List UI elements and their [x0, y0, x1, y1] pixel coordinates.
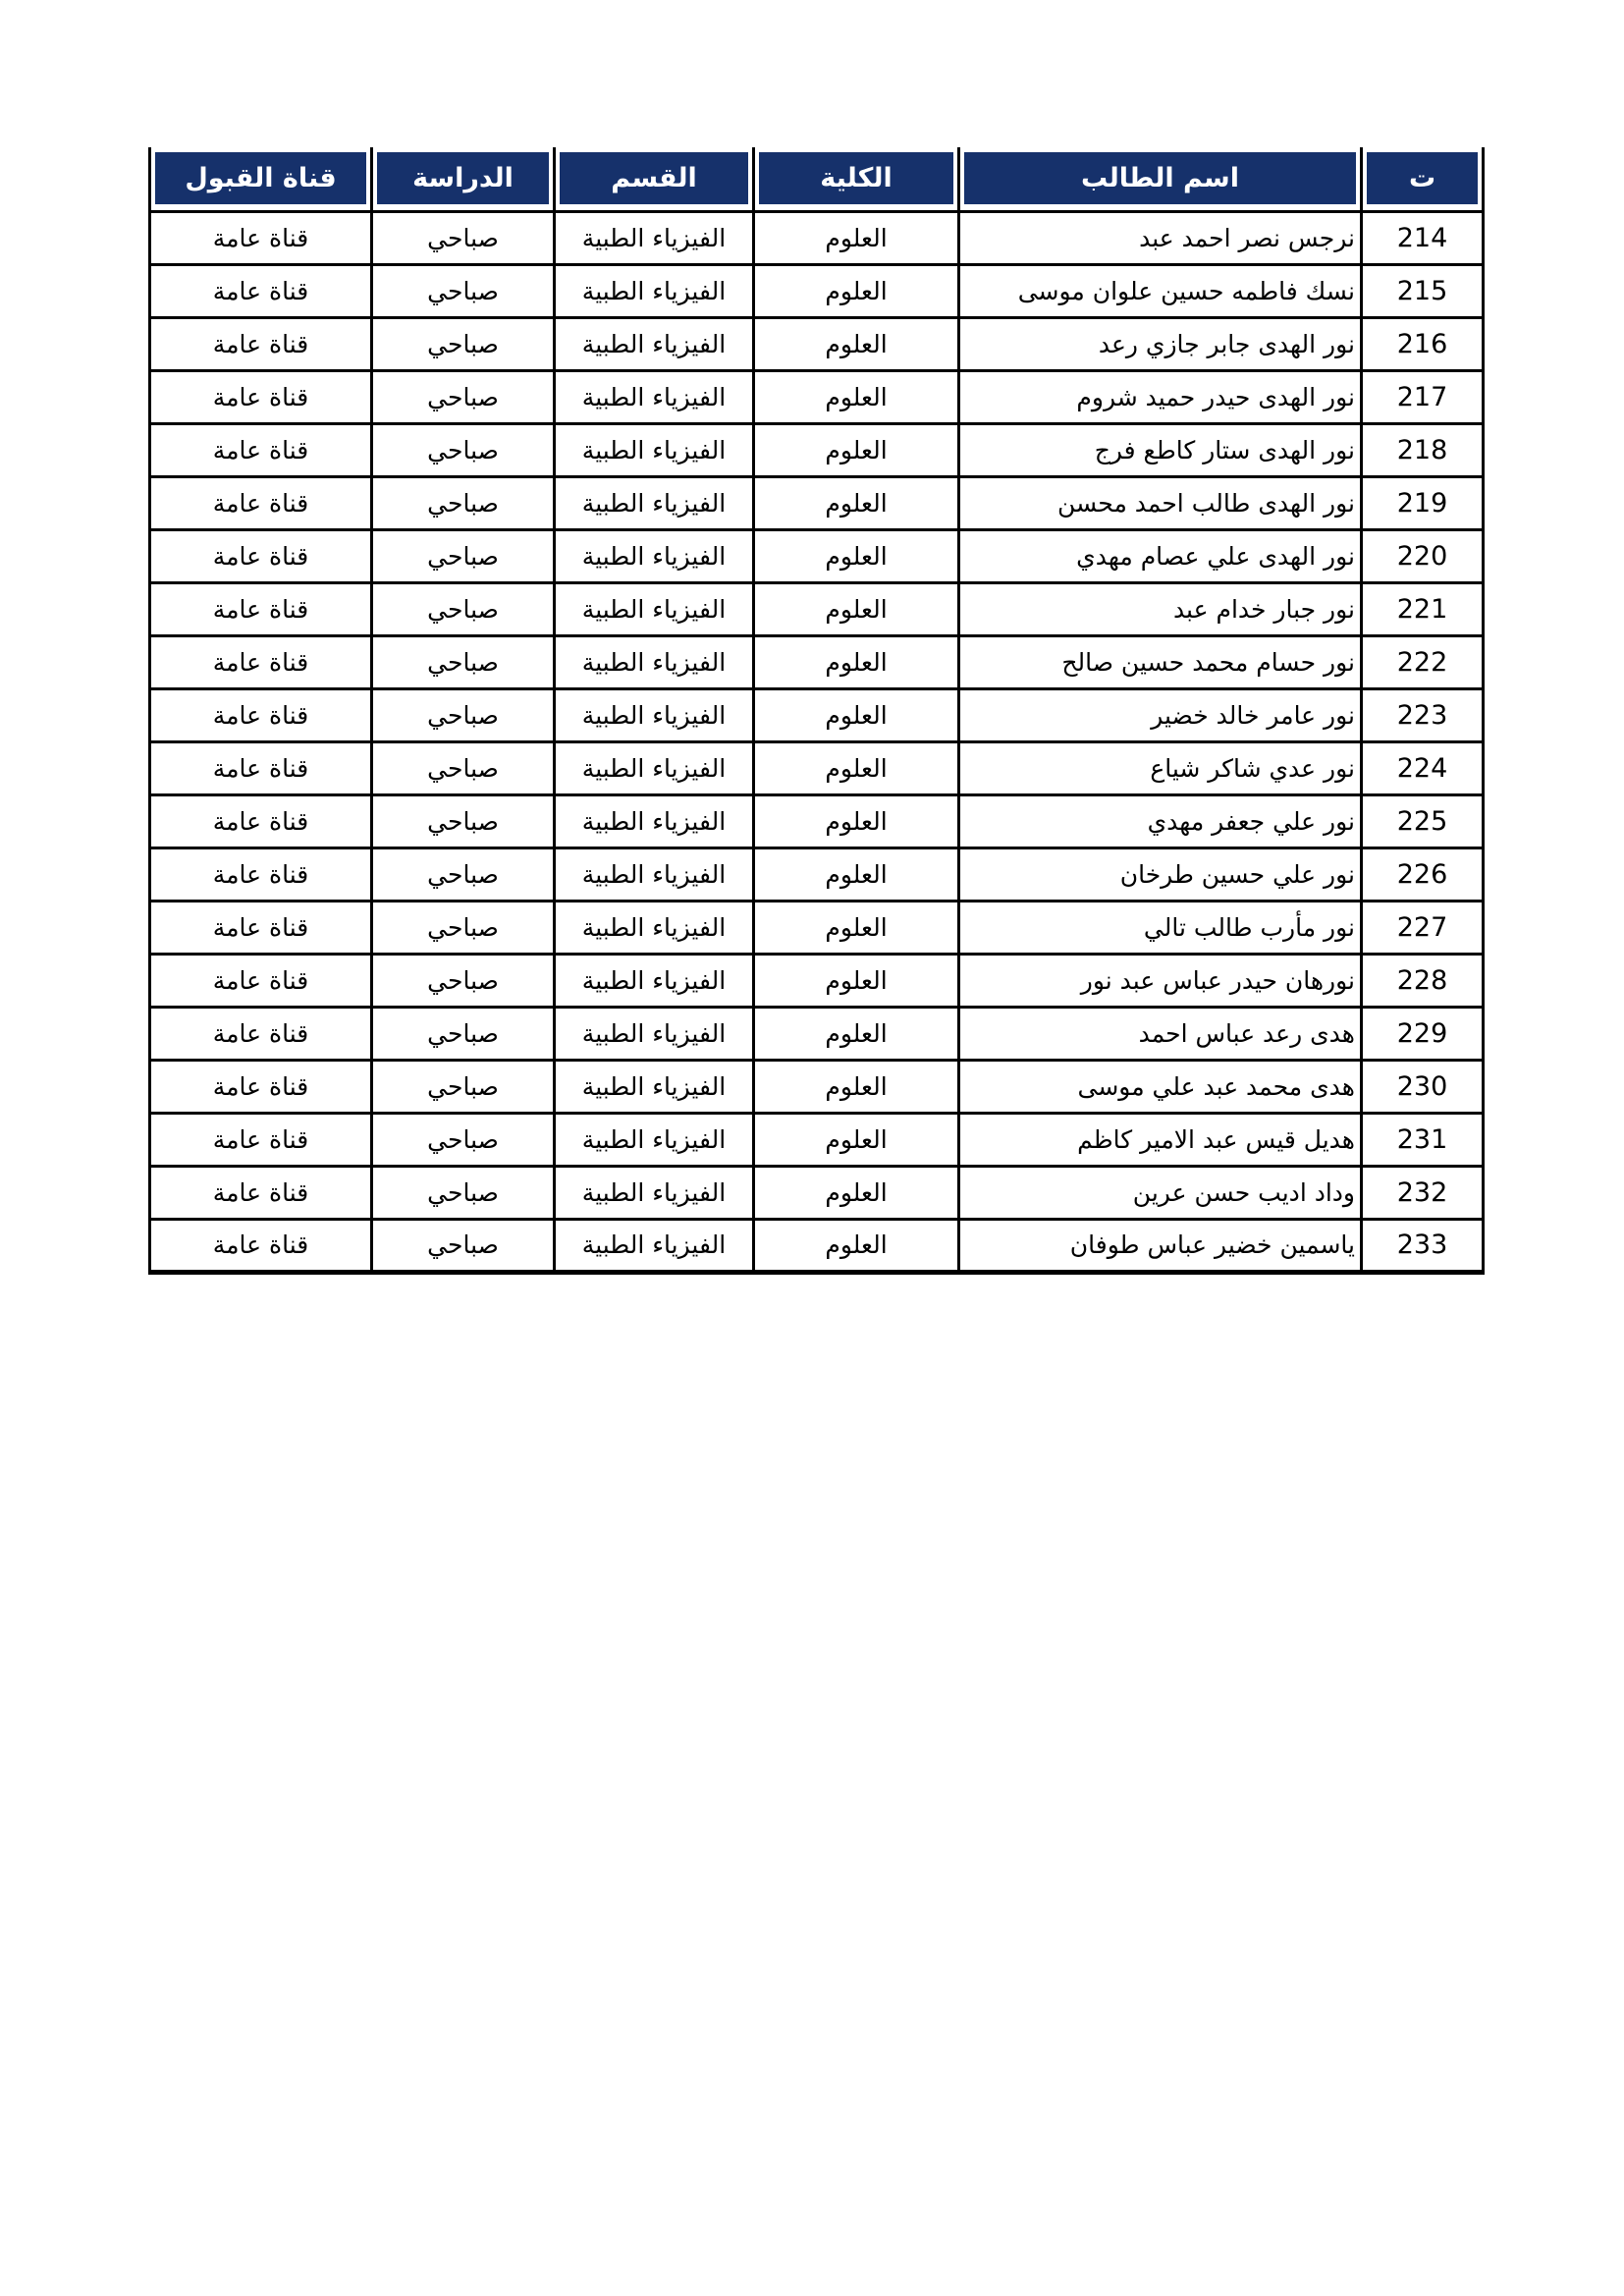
student-name-cell: نورهان حيدر عباس عبد نور	[959, 954, 1362, 1007]
students-table	[148, 147, 1485, 1275]
study-type-cell: صباحي	[372, 741, 555, 794]
admission-channel-cell: قناة عامة	[150, 741, 372, 794]
college-cell: العلوم	[754, 688, 959, 741]
college-cell: العلوم	[754, 529, 959, 582]
student-name-cell: نور جبار خدام عبد	[959, 582, 1362, 635]
table-row	[150, 901, 1484, 954]
college-cell: العلوم	[754, 741, 959, 794]
department-cell: الفيزياء الطبية	[555, 688, 754, 741]
row-number-cell: 225	[1362, 794, 1484, 847]
study-type-cell: صباحي	[372, 529, 555, 582]
admission-channel-cell: قناة عامة	[150, 1219, 372, 1272]
student-name-cell: نسك فاطمه حسين علوان موسى	[959, 264, 1362, 317]
column-header-number	[1362, 147, 1484, 211]
college-cell: العلوم	[754, 211, 959, 264]
student-name-cell: هديل قيس عبد الامير كاظم	[959, 1113, 1362, 1166]
table-row	[150, 317, 1484, 370]
student-name-cell: هدى محمد عبد علي موسى	[959, 1060, 1362, 1113]
row-number-cell: 224	[1362, 741, 1484, 794]
admission-channel-cell: قناة عامة	[150, 317, 372, 370]
table-row	[150, 1113, 1484, 1166]
column-header-college-label: الكلية	[759, 152, 953, 204]
department-cell: الفيزياء الطبية	[555, 1166, 754, 1219]
college-cell: العلوم	[754, 582, 959, 635]
study-type-cell: صباحي	[372, 1166, 555, 1219]
study-type-cell: صباحي	[372, 1007, 555, 1060]
column-header-number-label: ت	[1367, 152, 1478, 204]
department-cell: الفيزياء الطبية	[555, 635, 754, 688]
department-cell: الفيزياء الطبية	[555, 476, 754, 529]
table-row	[150, 264, 1484, 317]
student-name-cell: نور الهدى طالب احمد محسن	[959, 476, 1362, 529]
table-row	[150, 476, 1484, 529]
row-number-cell: 230	[1362, 1060, 1484, 1113]
college-cell: العلوم	[754, 317, 959, 370]
table-row	[150, 582, 1484, 635]
admission-channel-cell: قناة عامة	[150, 1007, 372, 1060]
column-header-admission-channel	[150, 147, 372, 211]
college-cell: العلوم	[754, 847, 959, 901]
table-row	[150, 635, 1484, 688]
department-cell: الفيزياء الطبية	[555, 741, 754, 794]
column-header-study-label: الدراسة	[377, 152, 549, 204]
study-type-cell: صباحي	[372, 370, 555, 423]
row-number-cell: 216	[1362, 317, 1484, 370]
column-header-department	[555, 147, 754, 211]
department-cell: الفيزياء الطبية	[555, 264, 754, 317]
student-name-cell: هدى رعد عباس احمد	[959, 1007, 1362, 1060]
college-cell: العلوم	[754, 1166, 959, 1219]
student-name-cell: نرجس نصر احمد عبد	[959, 211, 1362, 264]
department-cell: الفيزياء الطبية	[555, 794, 754, 847]
college-cell: العلوم	[754, 1113, 959, 1166]
department-cell: الفيزياء الطبية	[555, 317, 754, 370]
admission-channel-cell: قناة عامة	[150, 847, 372, 901]
admission-channel-cell: قناة عامة	[150, 529, 372, 582]
row-number-cell: 222	[1362, 635, 1484, 688]
table-header-row	[150, 147, 1484, 211]
table-row	[150, 370, 1484, 423]
department-cell: الفيزياء الطبية	[555, 847, 754, 901]
row-number-cell: 215	[1362, 264, 1484, 317]
row-number-cell: 214	[1362, 211, 1484, 264]
row-number-cell: 226	[1362, 847, 1484, 901]
college-cell: العلوم	[754, 1219, 959, 1272]
row-number-cell: 232	[1362, 1166, 1484, 1219]
row-number-cell: 217	[1362, 370, 1484, 423]
table-body	[150, 211, 1484, 1272]
row-number-cell: 219	[1362, 476, 1484, 529]
study-type-cell: صباحي	[372, 847, 555, 901]
student-name-cell: نور حسام محمد حسين صالح	[959, 635, 1362, 688]
study-type-cell: صباحي	[372, 211, 555, 264]
study-type-cell: صباحي	[372, 317, 555, 370]
department-cell: الفيزياء الطبية	[555, 1113, 754, 1166]
department-cell: الفيزياء الطبية	[555, 1007, 754, 1060]
study-type-cell: صباحي	[372, 954, 555, 1007]
row-number-cell: 223	[1362, 688, 1484, 741]
student-name-cell: نور الهدى ستار كاطع فرج	[959, 423, 1362, 476]
admission-channel-cell: قناة عامة	[150, 954, 372, 1007]
admission-channel-cell: قناة عامة	[150, 211, 372, 264]
student-name-cell: نور مأرب طالب تالي	[959, 901, 1362, 954]
study-type-cell: صباحي	[372, 1060, 555, 1113]
student-name-cell: نور الهدى حيدر حميد شروم	[959, 370, 1362, 423]
study-type-cell: صباحي	[372, 476, 555, 529]
college-cell: العلوم	[754, 635, 959, 688]
department-cell: الفيزياء الطبية	[555, 529, 754, 582]
student-name-cell: ياسمين خضير عباس طوفان	[959, 1219, 1362, 1272]
department-cell: الفيزياء الطبية	[555, 1060, 754, 1113]
department-cell: الفيزياء الطبية	[555, 1219, 754, 1272]
student-name-cell: نور الهدى جابر جازي رعد	[959, 317, 1362, 370]
study-type-cell: صباحي	[372, 901, 555, 954]
study-type-cell: صباحي	[372, 582, 555, 635]
table-row	[150, 794, 1484, 847]
study-type-cell: صباحي	[372, 264, 555, 317]
table-row	[150, 1166, 1484, 1219]
students-table-container	[148, 147, 1485, 1275]
student-name-cell: نور عدي شاكر شياع	[959, 741, 1362, 794]
admission-channel-cell: قناة عامة	[150, 635, 372, 688]
admission-channel-cell: قناة عامة	[150, 794, 372, 847]
admission-channel-cell: قناة عامة	[150, 1113, 372, 1166]
table-row	[150, 529, 1484, 582]
college-cell: العلوم	[754, 901, 959, 954]
admission-channel-cell: قناة عامة	[150, 1166, 372, 1219]
row-number-cell: 233	[1362, 1219, 1484, 1272]
student-name-cell: نور علي حسين طرخان	[959, 847, 1362, 901]
column-header-student-name-label: اسم الطالب	[964, 152, 1356, 204]
study-type-cell: صباحي	[372, 688, 555, 741]
row-number-cell: 229	[1362, 1007, 1484, 1060]
department-cell: الفيزياء الطبية	[555, 370, 754, 423]
department-cell: الفيزياء الطبية	[555, 423, 754, 476]
row-number-cell: 218	[1362, 423, 1484, 476]
admission-channel-cell: قناة عامة	[150, 582, 372, 635]
admission-channel-cell: قناة عامة	[150, 901, 372, 954]
table-row	[150, 423, 1484, 476]
column-header-admission-channel-label: قناة القبول	[155, 152, 366, 204]
department-cell: الفيزياء الطبية	[555, 211, 754, 264]
admission-channel-cell: قناة عامة	[150, 264, 372, 317]
row-number-cell: 228	[1362, 954, 1484, 1007]
department-cell: الفيزياء الطبية	[555, 901, 754, 954]
college-cell: العلوم	[754, 476, 959, 529]
admission-channel-cell: قناة عامة	[150, 423, 372, 476]
table-row	[150, 741, 1484, 794]
row-number-cell: 221	[1362, 582, 1484, 635]
column-header-student-name	[959, 147, 1362, 211]
table-row	[150, 1007, 1484, 1060]
student-name-cell: وداد اديب حسن عرين	[959, 1166, 1362, 1219]
admission-channel-cell: قناة عامة	[150, 476, 372, 529]
table-row	[150, 688, 1484, 741]
student-name-cell: نور عامر خالد خضير	[959, 688, 1362, 741]
admission-channel-cell: قناة عامة	[150, 688, 372, 741]
row-number-cell: 220	[1362, 529, 1484, 582]
admission-channel-cell: قناة عامة	[150, 1060, 372, 1113]
column-header-study	[372, 147, 555, 211]
table-row	[150, 1219, 1484, 1272]
column-header-department-label: القسم	[560, 152, 748, 204]
admission-channel-cell: قناة عامة	[150, 370, 372, 423]
row-number-cell: 227	[1362, 901, 1484, 954]
study-type-cell: صباحي	[372, 794, 555, 847]
department-cell: الفيزياء الطبية	[555, 582, 754, 635]
study-type-cell: صباحي	[372, 1219, 555, 1272]
college-cell: العلوم	[754, 370, 959, 423]
table-row	[150, 954, 1484, 1007]
college-cell: العلوم	[754, 264, 959, 317]
study-type-cell: صباحي	[372, 1113, 555, 1166]
college-cell: العلوم	[754, 1007, 959, 1060]
row-number-cell: 231	[1362, 1113, 1484, 1166]
student-name-cell: نور الهدى علي عصام مهدي	[959, 529, 1362, 582]
table-row	[150, 847, 1484, 901]
college-cell: العلوم	[754, 954, 959, 1007]
college-cell: العلوم	[754, 1060, 959, 1113]
table-row	[150, 211, 1484, 264]
table-row	[150, 1060, 1484, 1113]
college-cell: العلوم	[754, 794, 959, 847]
study-type-cell: صباحي	[372, 423, 555, 476]
column-header-college	[754, 147, 959, 211]
college-cell: العلوم	[754, 423, 959, 476]
student-name-cell: نور علي جعفر مهدي	[959, 794, 1362, 847]
department-cell: الفيزياء الطبية	[555, 954, 754, 1007]
study-type-cell: صباحي	[372, 635, 555, 688]
